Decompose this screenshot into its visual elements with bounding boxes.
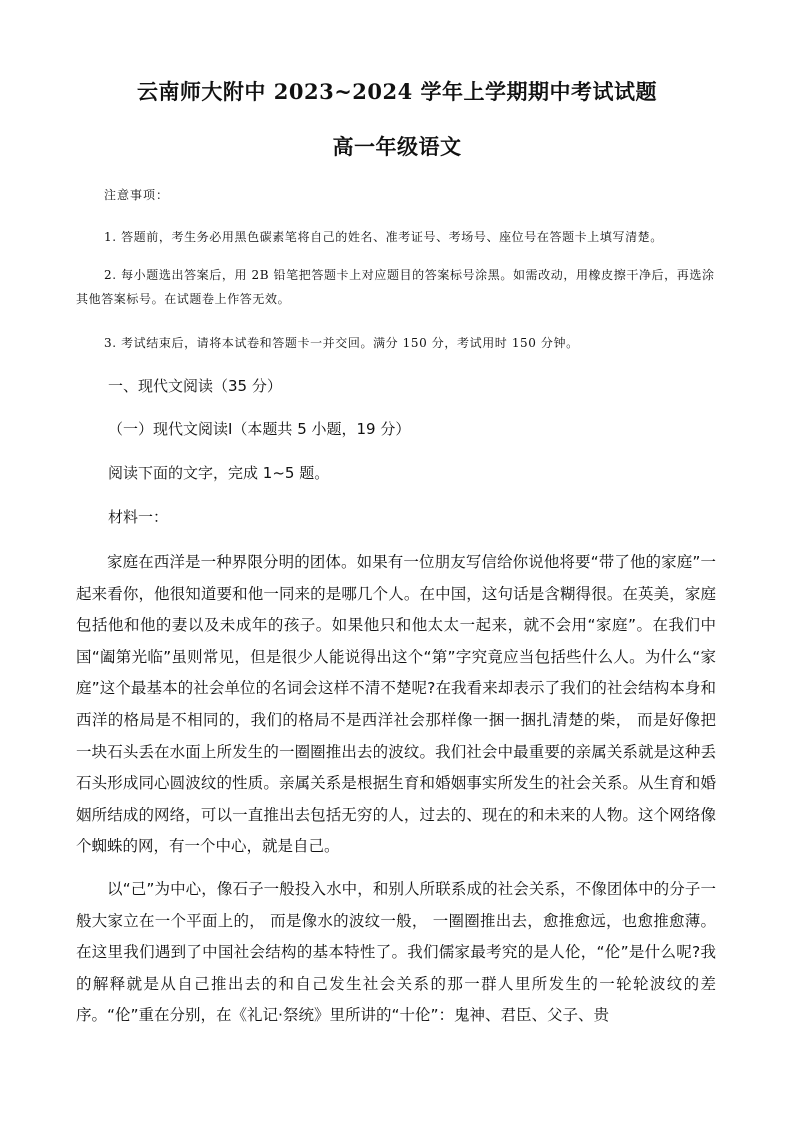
passage-paragraph-2: 以“己”为中心，像石子一般投入水中，和别人所联系成的社会关系，不像团体中的分子一般大家立在一个平面上的， 而是像水的波纹一般， 一圈圈推出去，愈推愈远，也愈推愈薄。在这里我们遇到了中国社会结构的基本特性了。我们儒家最考究的是人伦，“伦”是什么呢?我的解释就是从自己推出去的和自己发生社会关系的那一群人里所发生的一轮轮波纹的差序。“伦”重在分别，在《礼记·祭统》里所讲的“十伦”：鬼神、君臣、父子、贵 — [76, 880, 716, 1025]
passage-paragraph-1: 家庭在西洋是一种界限分明的团体。如果有一位朋友写信给你说他将要“带了他的家庭”一起来看你，他很知道要和他一同来的是哪几个人。在中国，这句话是含糊得很。在英美，家庭包括他和他的妻以及未成年的孩子。如果他只和他太太一起来，就不会用“家庭”。在我们中国“阖第光临”虽则常见，但是很少人能说得出这个“第”字究竟应当包括些什么人。为什么“家庭”这个最基本的社会单位的名词会这样不清不楚呢?在我看来却表示了我们的社会结构本身和西洋的格局是不相同的，我们的格局不是西洋社会那样像一捆一捆扎清楚的柴， 而是好像把一块石头丢在水面上所发生的一圈圈推出去的波纹。我们社会中最重要的亲属关系就是这种丢石头形成同心圆波纹的性质。亲属关系是根据生育和婚姻事实所发生的社会关系。从生育和婚姻所结成的网络，可以一直推出去包括无穷的人，过去的、现在的和未来的人物。这个网络像个蜘蛛的网，有一个中心，就是自己。 — [76, 553, 716, 856]
material-label: 材料一： — [108, 508, 169, 526]
subsection-title: （一）现代文阅读Ⅰ（本题共 5 小题，19 分） — [108, 420, 411, 438]
notice-item-2: 2. 每小题选出答案后，用 2B 铅笔把答题卡上对应题目的答案标号涂黑。如需改动，用橡皮擦干净后，再选涂其他答案标号。在试题卷上作答无效。 — [76, 268, 715, 306]
notice-heading: 注意事项： — [104, 188, 170, 202]
reading-instruction: 阅读下面的文字，完成 1~5 题。 — [108, 464, 330, 482]
notice-item-3: 3. 考试结束后，请将本试卷和答题卡一并交回。满分 150 分，考试用时 150 分钟。 — [104, 336, 579, 350]
section-title: 一、现代文阅读（35 分） — [108, 377, 282, 395]
exam-subtitle: 高一年级语文 — [332, 134, 462, 159]
exam-title: 云南师大附中 2023~2024 学年上学期期中考试试题 — [136, 79, 658, 104]
notice-item-1: 1. 答题前，考生务必用黑色碳素笔将自己的姓名、准考证号、考场号、座位号在答题卡上填写清楚。 — [104, 230, 663, 244]
